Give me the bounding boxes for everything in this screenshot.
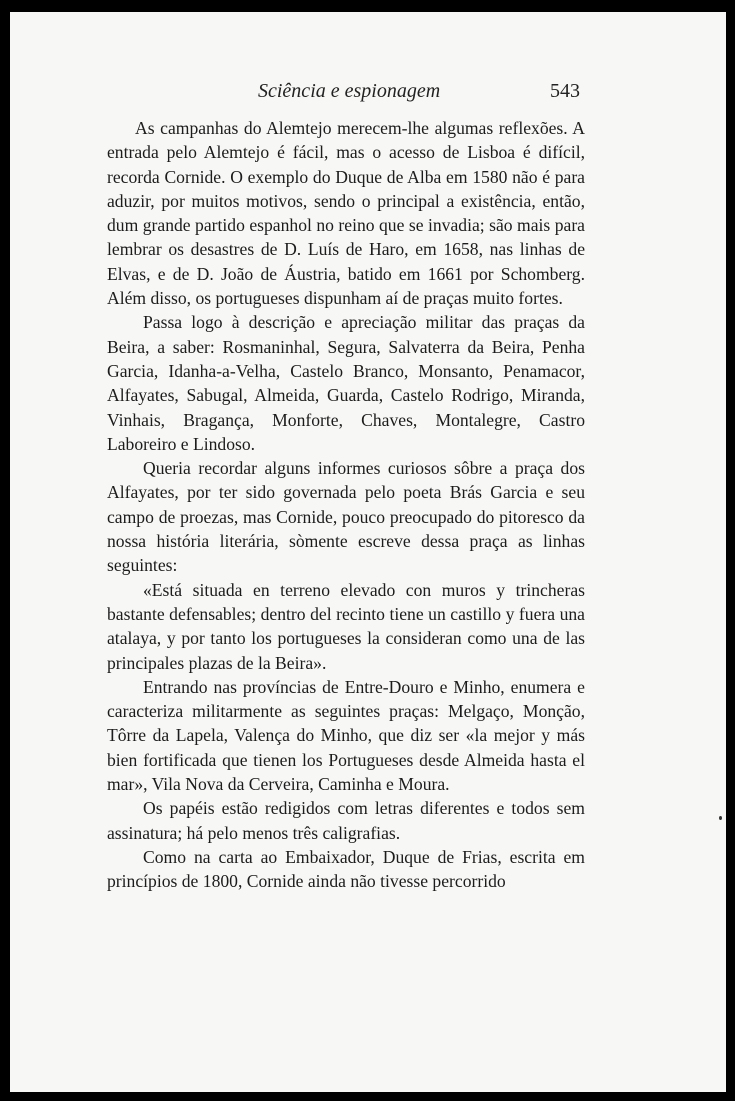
book-page <box>10 12 726 1092</box>
body-text <box>107 116 585 894</box>
paragraph: Os papéis estão redigidos com letras diferentes e todos sem assinatura; há pelo menos três caligrafias. <box>107 798 585 843</box>
paragraph: Passa logo à descrição e apreciação militar das praças da Beira, a saber: Rosmaninhal, Segura, Salvaterra da Beira, Penha Garcia, Idanha-a-Velha, Castelo Branco, Monsanto, Penamacor, Alfayates, Sabugal, Almeida, Guarda, Castelo Rodrigo, Miranda, Vinhais, Bragança, Monforte, Chaves, Montalegre, Castro Laboreiro e Lindoso. <box>107 312 585 454</box>
quotation-paragraph: «Está situada en terreno elevado con muros y trincheras bastante defensables; dentro del recinto tiene un castillo y fuera una atalaya, y por tanto los portugueses la consideran como una de las principales plazas de la Beira». <box>107 579 585 673</box>
running-header <box>10 76 726 108</box>
paragraph: As campanhas do Alemtejo merecem-lhe algumas reflexões. A entrada pelo Alemtejo é fácil, mas o acesso de Lisboa é difícil, recorda Cornide. O exemplo do Duque de Alba em 1580 não é para aduzir, por muitos motivos, sendo o principal a existência, então, dum grande partido espanhol no reino que se invadia; são mais para lembrar os desastres de D. Luís de Haro, em 1658, nas linhas de Elvas, e de D. João de Áustria, batido em 1661 por Schomberg. Além disso, os portugueses dispunham aí de praças muito fortes. <box>107 118 585 309</box>
running-title: Sciência e espionagem <box>258 80 441 102</box>
paragraph: Entrando nas províncias de Entre-Douro e Minho, enumera e caracteriza militarmente as seguintes praças: Melgaço, Monção, Tôrre da Lapela, Valença do Minho, que diz ser «la mejor y más bien fortificada que tienen los Portugueses desde Almeida hasta el mar», Vila Nova da Cerveira, Caminha e Moura. <box>107 676 585 795</box>
paragraph: Queria recordar alguns informes curiosos sôbre a praça dos Alfayates, por ter sido governada pelo poeta Brás Garcia e seu campo de proezas, mas Cornide, pouco preocupado do pitoresco da nossa história literária, sòmente escreve dessa praça as linhas seguintes: <box>107 458 585 576</box>
ink-spot <box>719 816 722 820</box>
page-number: 543 <box>550 80 580 102</box>
paragraph: Como na carta ao Embaixador, Duque de Frias, escrita em princípios de 1800, Cornide ainda não tivesse percorrido <box>107 846 585 892</box>
